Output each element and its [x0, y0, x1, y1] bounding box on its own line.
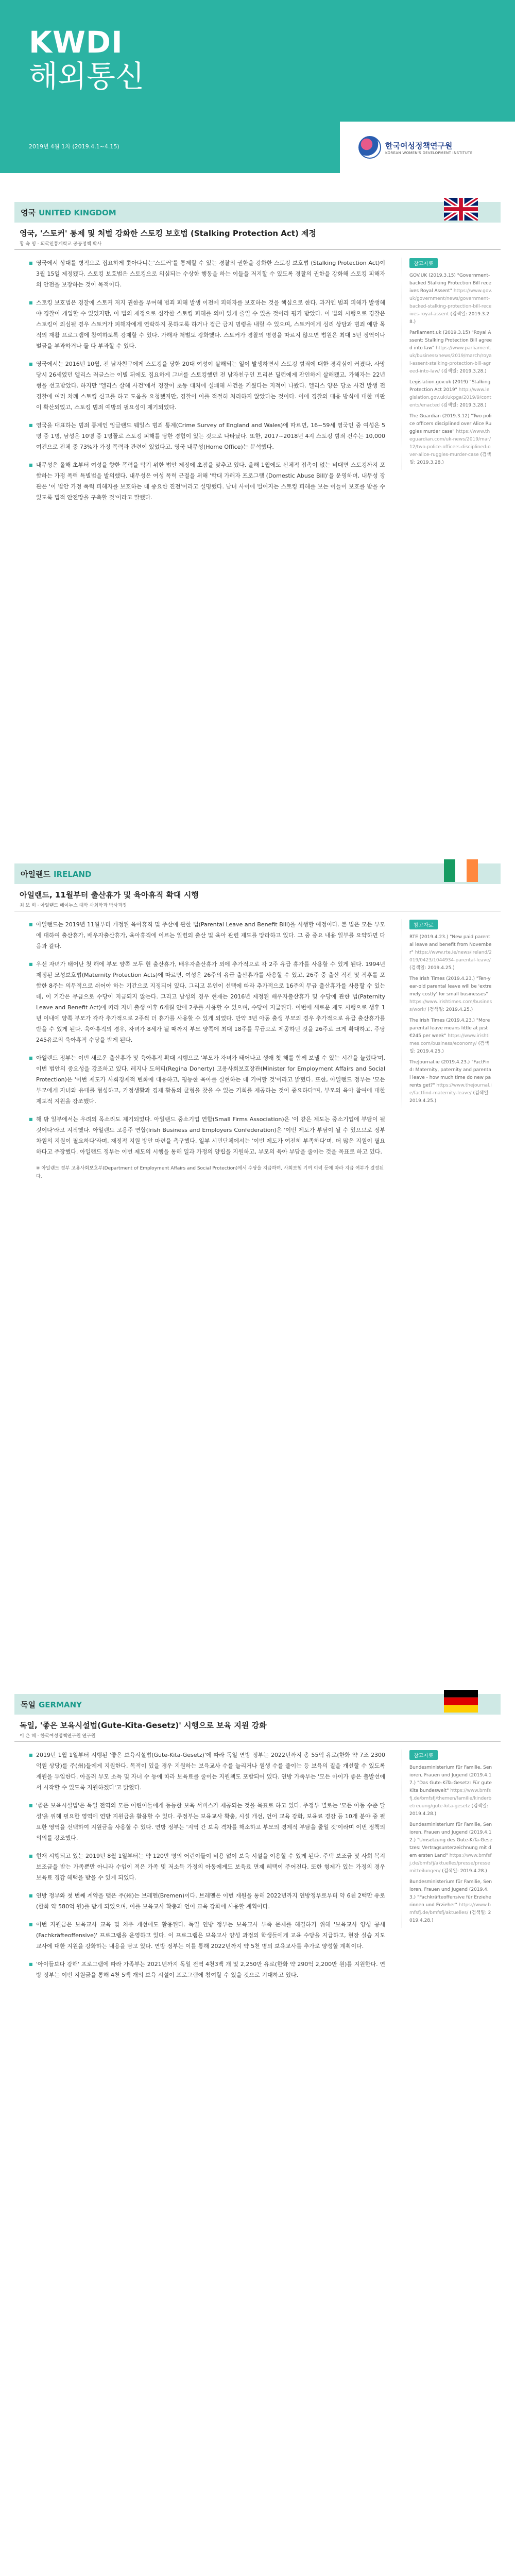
reference-item: Legislation.gov.uk (2019) "Stalking Protection Act 2019" http://www.legislation.gov.uk/ukpga/2019/9/contents/enacted (검색일: 2019.3.28.): [409, 380, 491, 408]
newsletter-subtitle: 해외통신: [29, 59, 145, 94]
paragraph: ■ '좋은 보육시설법'은 독일 전역의 모든 어린이들에게 동등한 보육 서비스가 제공되는 것을 목표로 하고 있다. 주정부 별로는 '모든 아동 수준 달성'을 위해 필요한 영역에 연방 지원금을 활용할 수 있다. 주정부는 보육교사 확충, 시설 개선, 언어 교육 강화, 보육료 경감 등 10개 분야 중 필요한 영역을 선택하여 지원금을 사용할 수 있다. 연방 정부는 '지역 간 보육 격차를 해소하고 부모의 경제적 부담을 줄일 것'이라며 이번 정책의 의의를 강조했다.: [29, 1800, 385, 1843]
country-name-ko: 영국: [21, 208, 36, 217]
uk-flag-icon: [444, 198, 478, 221]
paragraph: ■ 영국에서는 2016년 10월, 전 남자친구에게 스토킹을 당한 20대 여성이 살해되는 일이 발생하면서 스토킹 범죄에 대한 경각심이 커졌다. 사망 당시 26세였던 엘리스 러글스는 이별 뒤에도 집요하게 그녀를 스토킹했던 전 남자친구인 트리븐 딜런에게 잔인하게 살해됐고, 가해자는 22년 형을 선고받았다. 하지만 '엘리스 살해 사건'에서 경찰이 초동 대처에 실패해 사건을 키웠다는 지적이 나왔다. 엘리스 양은 당초 사건 발생 전 경찰에 여러 차례 스토킹 신고를 하고 도움을 요청했지만, 경찰이 이를 적절히 처리하지 않았다는 것이다. 이에 경찰의 대응 방식에 대한 비판이 확산되었고, 스토킹 범죄 예방의 필요성이 제기되었다.: [29, 359, 385, 413]
article-body: [29, 1750, 385, 1988]
country-name-en: UNITED KINGDOM: [38, 208, 116, 217]
article-byline: 황 숙 영 · 외국인통계학교 공공정책 박사: [20, 242, 102, 247]
reference-item: Bundesministerium für Familie, Senioren, Frauen und Jugend (2019.4.12.) "Umsetzung des Gute-KiTa-Gesetzes: Vertragsunterzeichnung mit dem ersten Land" https://www.bmfsfj.de/bmfsfj/aktuelles/presse/pressemitteilungen/ (검색일: 2019.4.28.): [409, 1822, 492, 1874]
institute-emblem-icon: [358, 136, 381, 159]
germany-flag-icon: [444, 1690, 478, 1713]
issue-date: 2019년 4월 1차 (2019.4.1~4.15): [29, 143, 119, 150]
divider: [14, 1741, 501, 1742]
issue-date-band: [0, 122, 340, 173]
article-byline: 이 은 혜 · 한국여성정책연구원 연구원: [20, 1734, 96, 1739]
references-label: 참고자료: [409, 920, 438, 929]
paragraph: ■ 해 밖 일부에서는 우려의 목소리도 제기되었다. 아일랜드 중소기업 연합(Small Firms Association)은 '이 같은 제도는 중소기업에 부담이 될 것이다'라고 지적했다. 아일랜드 고용주 연합(Irish Business and Employers Confederation)은 '이번 제도가 부담이 될 수 있으므로 정부 차원의 지원이 필요하다'라며, 재정적 지원 방안 마련을 촉구했다. 일부 시민단체에서는 '이번 제도가 여전히 부족하다'며, 더 많은 지원이 필요하다고 주장했다. 아일랜드 정부는 이번 제도의 시행을 통해 일과 가정의 양립을 지원하고, 부모의 육아 부담을 줄이는 것을 목표로 하고 있다.: [29, 1114, 385, 1157]
institute-name-en: KOREAN WOMEN'S DEVELOPMENT INSTITUTE: [385, 150, 473, 155]
country-name-en: IRELAND: [53, 870, 92, 879]
reference-link[interactable]: https://www.parliament.uk/business/news/2019/march/royal-assent-stalking-protection-bill-agreed-into-law/: [409, 346, 492, 374]
country-name-ko: 아일랜드: [21, 870, 50, 879]
article-body: [29, 919, 385, 1181]
article-title: 영국, '스토커' 통제 및 처벌 강화한 스토킹 보호법 (Stalking Protection Act) 제정: [20, 229, 316, 238]
country-name-ko: 독일: [21, 1700, 36, 1709]
masthead: [0, 0, 515, 122]
reference-item: The Irish Times (2019.4.23.) "Ten-year-old parental leave will be 'extremely costly' for small businesses" https://www.irishtimes.com/business/work/ (검색일: 2019.4.25.): [409, 976, 492, 1012]
ireland-flag-icon: [444, 859, 478, 882]
article-byline: 최 보 희 · 아일랜드 메이누스 대학 사회학과 박사과정: [20, 903, 127, 908]
paragraph: ■ 영국을 대표하는 범죄 통계인 잉글랜드 웨일스 범죄 통계(Crime Survey of England and Wales)에 따르면, 16~59세 영국인 중 여성은 5명 중 1명, 남성은 10명 중 1명꼴로 스토킹 피해를 당한 경험이 있는 것으로 나타났다. 또한, 2017~2018년 4지 스토킹 범죄 건수는 10,000여건으로 전체 중 73%가 가정 폭력과 관련이 있었다고, 영국 내무성(Home Office)는 분석했다.: [29, 420, 385, 452]
references-label: 참고자료: [409, 258, 438, 268]
paragraph: ■ 현재 시행되고 있는 2019년 8월 1일부터는 약 120만 명의 어린이들이 비용 없이 보육 시설을 이용할 수 있게 된다. 주택 보조금 및 사회 복지 보조금을 받는 가족뿐만 아니라 수입이 적은 가족 및 저소득 가정의 아동에게도 보육료 면제 혜택이 주어진다. 또한 형제가 있는 가정의 경우 보육료 경감 혜택을 받을 수 있게 되었다.: [29, 1851, 385, 1883]
paragraph: ■ 2019년 1월 1일부터 시행된 '좋은 보육시설법(Gute-Kita-Gesetz)'에 따라 독일 연방 정부는 2022년까지 총 55억 유로(한화 약 7조 2300억원 상당)를 주(州)들에게 지원한다. 목적이 있을 경우 지원하는 보육교사 수를 늘리거나 원생 수를 줄이는 등 보육의 질을 개선할 수 있도록 재원을 투입한다. 아울러 부모 소득 및 자녀 수 등에 따라 보육료를 줄이는 지원책도 포함되어 있다. 연방 가족부는 '모든 아이가 좋은 출발선에서 시작할 수 있도록 지원하겠다'고 밝혔다.: [29, 1750, 385, 1793]
reference-item: The Guardian (2019.3.12) "Two police officers disciplined over Alice Ruggles murder case" https://www.theguardian.com/uk-news/2019/mar/12/two-police-officers-disciplined-over-alice-ruggles-murder-case (검색일: 2019.3.28.): [409, 414, 492, 465]
paragraph: ■ 영국에서 상대를 병적으로 집요하게 쫓아다니는'스토커'를 통제할 수 있는 경찰의 권한을 강화한 스토킹 보호법 (Stalking Protection Act)이 3월 15일 제정됐다. 스토킹 보호법은 스토킹으로 의심되는 수상한 행동을 하는 이들을 저지할 수 있도록 경찰의 권한을 강화해 스토킹 피해자의 안전을 보장하는 것이 목적이다.: [29, 258, 385, 290]
institute-name-ko: 한국여성정책연구원: [385, 141, 453, 150]
reference-item: Bundesministerium für Familie, Senioren, Frauen und Jugend (2019.4.17.) "Das Gute-KiTa-Gesetz: Für gute Kita bundesweit" https://www.bmfsfj.de/bmfsfj/themen/familie/kinderbetreuung/gute-kita-gesetz (검색일: 2019.4.28.): [409, 1765, 492, 1817]
reference-link[interactable]: https://www.bmfsfj.de/bmfsfj/aktuelles/: [409, 1903, 491, 1916]
divider: [14, 249, 501, 250]
reference-link[interactable]: https://www.rte.ie/news/ireland/2019/0423/1044934-parental-leave/: [409, 950, 492, 963]
references-sidebar: [402, 258, 492, 470]
paragraph: ■ 아일랜드는 2019년 11월부터 개정된 육아휴직 및 주산에 관한 법(Parental Leave and Benefit Bill)을 시행할 예정이다. 본 법은 모든 부모에 대하여 출산휴가, 배우자출산휴가, 육아휴직에 이르는 일련의 출산 및 육아 관련 제도를 망라하고 있다. 그 중 중요 내용 일부를 요약하면 다음과 같다.: [29, 919, 385, 952]
reference-link[interactable]: https://www.irishtimes.com/business/economy/: [409, 1033, 490, 1046]
reference-item: The Irish Times (2019.4.23.) "More parental leave means little at just €245 per week" https://www.irishtimes.com/business/economy/ (검색일: 2019.4.25.): [409, 1018, 490, 1054]
reference-item: GOV.UK (2019.3.15) "Government-backed Stalking Protection Bill receives Royal Assent" https://www.gov.uk/government/news/government-backed-stalking-protection-bill-receives-royal-assent (검색일: 2019.3.28.): [409, 273, 492, 325]
institute-logo: [358, 136, 492, 159]
reference-link[interactable]: https://www.bmfsfj.de/bmfsfj/aktuelles/presse/pressemitteilungen/: [409, 1853, 492, 1874]
paragraph: ■ 연방 정부와 첫 번째 계약을 맺은 주(州)는 브레멘(Bremen)이다. 브레멘은 이번 재원을 통해 2022년까지 연방정부로부터 약 6천 2백만 유로(한화 약 580억 원)를 받게 되었으며, 이를 보육교사 확충과 언어 교육 강화에 사용할 계획이다.: [29, 1890, 385, 1912]
article-title: 아일랜드, 11월부터 출산휴가 및 육아휴직 확대 시행: [20, 890, 199, 900]
newsletter-title: KWDI: [29, 25, 123, 60]
reference-link[interactable]: https://www.irishtimes.com/business/work/: [409, 999, 492, 1012]
references-label: 참고자료: [409, 1750, 438, 1760]
article-body: [29, 258, 385, 510]
reference-link[interactable]: http://www.legislation.gov.uk/ukpga/2019/9/contents/enacted: [409, 387, 491, 408]
section-header-germany: [14, 1694, 501, 1715]
reference-link[interactable]: https://www.thejournal.ie/factfind-maternity-leave/: [409, 1083, 492, 1096]
references-sidebar: [402, 1750, 492, 1928]
paragraph: ■ 이번 지원금은 보육교사 교육 및 처우 개선에도 활용된다. 독일 연방 정부는 보육교사 부족 문제를 해결하기 위해 '보육교사 양성 공세(Fachkräfteoffensive)' 프로그램을 운영하고 있다. 이 프로그램은 보육교사 양성 과정의 학생들에게 교육 수당을 지급하고, 현장 실습 지도 교사에 대한 지원을 강화하는 내용을 담고 있다. 연방 정부는 이를 통해 2022년까지 약 5천 명의 보육교사를 추가로 양성할 계획이다.: [29, 1919, 385, 1952]
reference-link[interactable]: https://www.gov.uk/government/news/government-backed-stalking-protection-bill-receives-royal-assent: [409, 289, 492, 317]
country-name-en: GERMANY: [38, 1700, 82, 1709]
paragraph: ■ '아이들보다 강해' 프로그램에 따라 가족부는 2021년까지 독일 전역 4천3백 개 및 2,250만 유로(한화 약 290억 2,200만 원)를 지원한다. 연방 정부는 이번 지원금을 통해 4천 5백 개의 보육 시설이 프로그램에 참여할 수 있을 것으로 기대하고 있다.: [29, 1959, 385, 1980]
reference-link[interactable]: https://www.theguardian.com/uk-news/2019/mar/12/two-police-officers-disciplined-over-alice-ruggles-murder-case: [409, 429, 491, 457]
paragraph: ■ 내무성은 올해 초부터 여성을 향한 폭력을 막기 위한 법안 제정에 초점을 맞추고 있다. 올해 1월에도 신체적 접촉이 없는 비대면 스토킹까지 포함하는 가정 폭력 특별법을 발의했다. 내무성은 여성 폭력 근절을 위해 '학대 가해자 프로그램 (Domestic Abuse Bill)'을 운영하며, 내무성 장관은 '이 법안 가정 폭력 피해자를 보호하는 데 중요한 진전'이라고 설명했다. 남녀 사이에 벌어지는 스토킹 피해를 보는 이들이 보호를 받을 수 있도록 법적 안전망을 구축할 것'이라고 말했다.: [29, 460, 385, 503]
paragraph: ■ 아일랜드 정부는 이번 새로운 출산휴가 및 육아휴직 확대 시행으로 '부모가 자녀가 태어나고 생애 첫 해를 함께 보낼 수 있는 시간을 늘렸다'며, 이번 법안의 중요성을 강조하고 있다. 레지나 도허티(Regina Doherty) 고용사회보호장관(Minister for Employment Affairs and Social Protection)은 '이번 제도가 사회경제적 변화에 대응하고, 평등한 육아를 실현하는 데 기여할 것'이라고 밝혔다. 또한, 아일랜드 정부는 '모든 부모에게 자녀와 유대를 형성하고, 가정생활과 경제 활동의 균형을 찾을 수 있는 기회를 제공하는 것이 중요하다'며, 부모의 육아 참여에 대한 제도적 지원을 강조했다.: [29, 1053, 385, 1107]
footnote: ※ 아일랜드 정부 고용사회보호부(Department of Employment Affairs and Social Protection)에서 수당을 지급하며, 사회보험 기여 이력 등에 따라 지급 여부가 결정된다.: [36, 1166, 384, 1179]
reference-item: Parliament.uk (2019.3.15) "Royal Assent: Stalking Protection Bill agreed into law" https://www.parliament.uk/business/news/2019/march/royal-assent-stalking-protection-bill-agreed-into-law/ (검색일: 2019.3.28.): [409, 330, 492, 374]
article-title: 독일, '좋은 보육시설법(Gute-Kita-Gesetz)' 시행으로 보육 지원 강화: [20, 1721, 267, 1730]
reference-link[interactable]: https://www.bmfsfj.de/bmfsfj/themen/familie/kinderbetreuung/gute-kita-gesetz: [409, 1788, 492, 1809]
reference-item: RTE (2019.4.23.) "New paid parental leave and benefit from November" https://www.rte.ie/news/ireland/2019/0423/1044934-parental-leave/ (검색일: 2019.4.25.): [409, 935, 492, 971]
paragraph: ■ 스토킹 보호법은 경찰에 스토커 저지 권한을 부여해 범죄 피해 발생 이전에 피해자를 보호하는 것을 핵심으로 한다. 과거엔 범죄 피해가 발생해야 경찰이 개입할 수 있었지만, 이 법의 제정으로 심각한 스토킹 피해를 의미 있게 줄일 수 있을 것이라 평가 받았다. 이 법의 시행으로 경찰은 스토킹이 의심될 경우 스토커가 피해자에게 연락하지 못하도록 하거나 접근 금지 명령을 내릴 수 있으며, 스토커에게 심리 상담과 범죄 예방 목적의 재활 프로그램에 참여하도록 강제할 수 있다. 가해자 처벌도 강화했다. 스토커가 경찰의 명령을 따르지 않으면 법원은 최대 5년 징역이나 벌금을 부과하거나 둘 다 부과할 수 있다.: [29, 297, 385, 351]
section-header-ireland: [14, 863, 501, 884]
paragraph: ■ 우선 자녀가 태어난 첫 해에 부모 양쪽 모두 현 출산휴가, 배우자출산휴가 외에 추가적으로 각 2주 유급 휴가를 사용할 수 있게 된다. 1994년 제정된 모성보호법(Maternity Protection Acts)에 따르면, 여성은 26주의 유급 출산휴가를 사용할 수 있고, 26주 중 출산 직전 및 직후를 포함한 8주는 의무적으로 쉬어야 하는 기간으로 지정되어 있다. 그리고 본인이 선택에 따라 추가적으로 16주의 무급 출산휴가를 사용할 수 있는데, 이 기간은 무급으로 수당이 지급되지 않는다. 그리고 남성의 경우 현재는 2016년 제정된 배우자출산휴가 및 수당에 관한 법(Paternity Leave and Benefit Act)에 따라 자녀 출생 이후 6개월 안에 2주를 사용할 수 있으며, 수당이 지급된다. 이번에 새로운 제도 시행으로 생후 1년 이내에 양쪽 부모가 각각 추가적으로 2주씩 더 휴가를 사용할 수 있게 되었다. 만약 3년 아동 출생 부모의 경우 추가적으로 유급 출산휴가를 받을 수 있게 된다. 육아휴직의 경우, 자녀가 8세가 될 때까지 부모 양쪽에 최대 18주를 무급으로 제공하던 것을 26주로 크게 확대하고, 주당 245유로의 육아휴직 수당을 받게 된다.: [29, 959, 385, 1045]
section-header-uk: [14, 202, 501, 223]
reference-item: TheJournal.ie (2019.4.23.) "FactFind: Maternity, paternity and parental leave - how much time do new parents get?" https://www.thejournal.ie/factfind-maternity-leave/ (검색일: 2019.4.25.): [409, 1060, 492, 1104]
reference-item: Bundesministerium für Familie, Senioren, Frauen und Jugend (2019.4.3.) "Fachkräfteoffensive für Erzieherinnen und Erzieher" https://www.bmfsfj.de/bmfsfj/aktuelles/ (검색일: 2019.4.28.): [409, 1879, 492, 1923]
references-sidebar: [402, 919, 492, 1108]
